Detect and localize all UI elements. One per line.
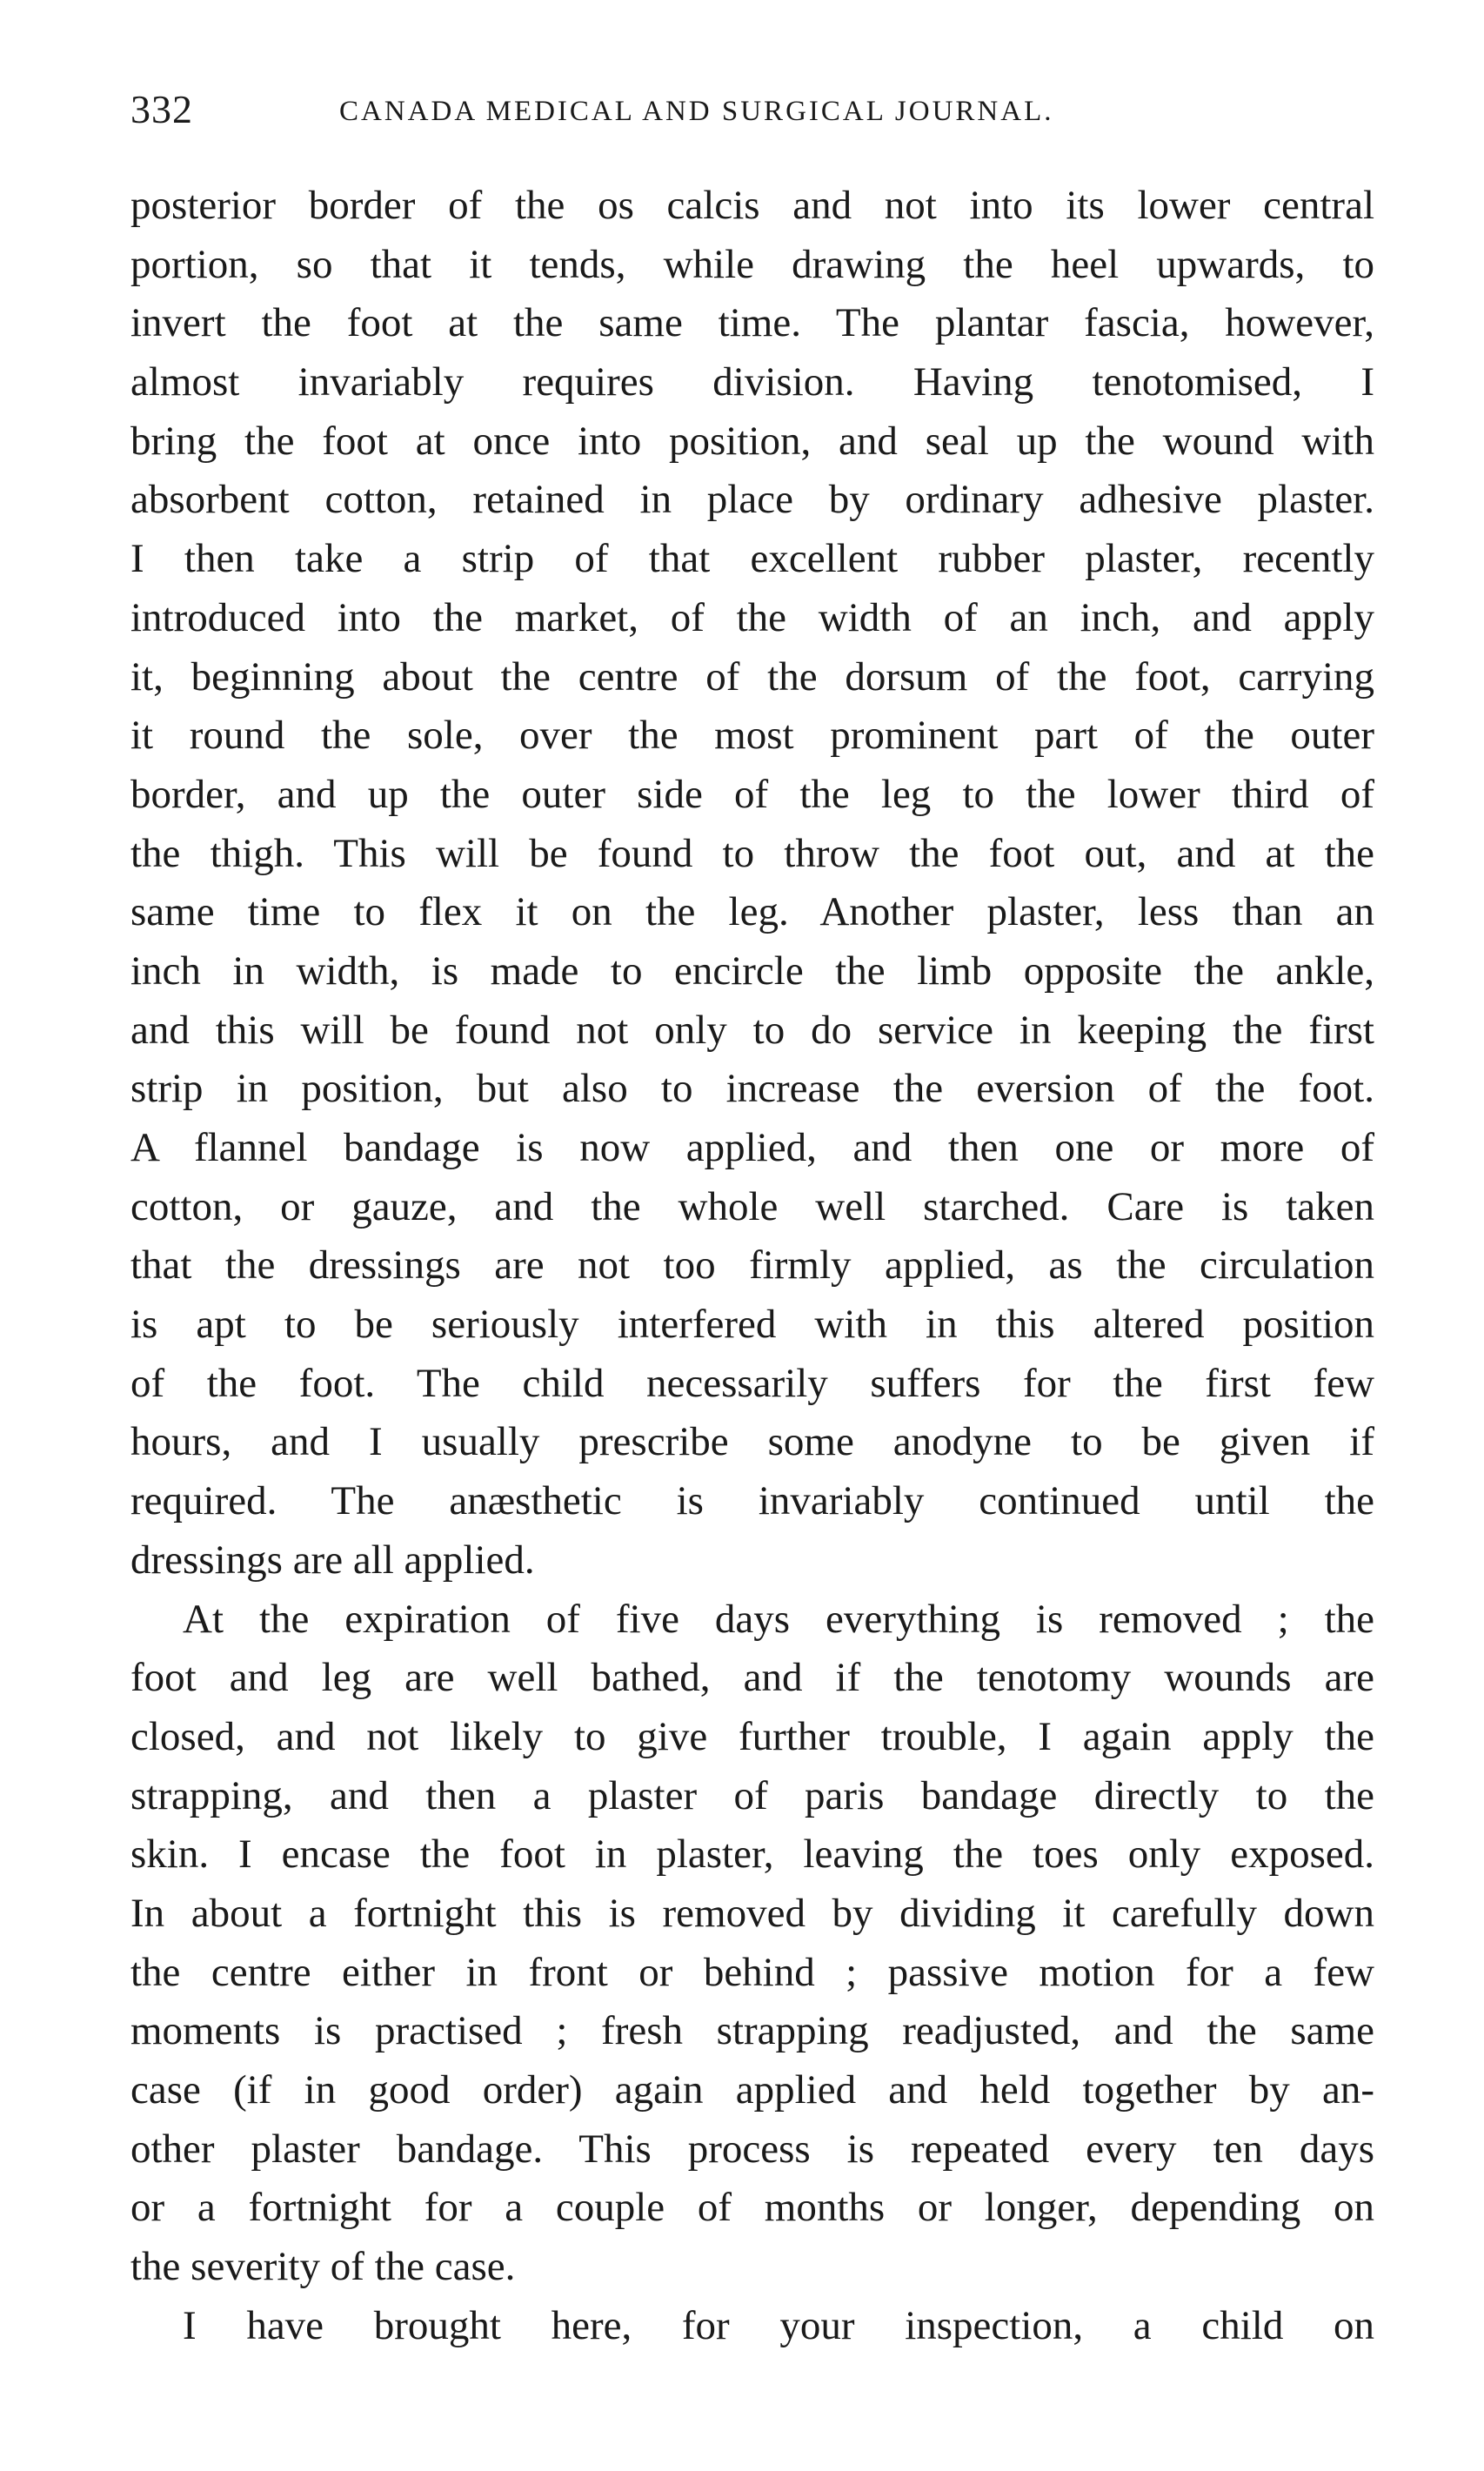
text-line: skin. I encase the foot in plaster, leaving the toes only exposed. <box>130 1831 1374 1878</box>
text-line: strip in position, but also to increase the eversion of the foot. <box>130 1066 1374 1112</box>
body-text <box>130 177 1374 2355</box>
text-line: the severity of the case. <box>130 2244 516 2290</box>
paragraph <box>130 177 1374 1590</box>
text-line: cotton, or gauze, and the whole well starched. Care is taken <box>130 1183 1374 1229</box>
text-line: A flannel bandage is now applied, and then one or more of <box>130 1125 1374 1170</box>
text-line: inch in width, is made to encircle the limb opposite the ankle, <box>130 948 1374 994</box>
text-line: portion, so that it tends, while drawing the heel upwards, to <box>130 241 1374 287</box>
text-line: introduced into the market, of the width of an inch, and apply <box>130 594 1374 640</box>
text-line: closed, and not likely to give further trouble, I again apply the <box>130 1713 1374 1759</box>
paragraph <box>130 2297 1374 2356</box>
text-line: posterior border of the os calcis and not into its lower central <box>130 183 1374 228</box>
page-number: 332 <box>130 87 193 131</box>
text-line: that the dressings are not too firmly applied, as the circulation <box>130 1242 1374 1289</box>
text-line: moments is practised ; fresh strapping readjusted, and the same <box>130 2008 1374 2054</box>
text-line: hours, and I usually prescribe some anodyne to be given if <box>130 1419 1374 1465</box>
text-line: bring the foot at once into position, and seal up the wound with <box>130 418 1374 464</box>
text-line: or a fortnight for a couple of months or longer, depending on <box>130 2185 1374 2231</box>
text-line: case (if in good order) again applied and held together by an- <box>130 2067 1374 2113</box>
text-line: In about a fortnight this is removed by dividing it carefully down <box>130 1890 1374 1936</box>
text-line: the thigh. This will be found to throw the foot out, and at the <box>130 830 1374 876</box>
text-line: other plaster bandage. This process is repeated every ten days <box>130 2126 1374 2172</box>
text-line: strapping, and then a plaster of paris bandage directly to the <box>130 1772 1374 1818</box>
text-line: the centre either in front or behind ; passive motion for a few <box>130 1949 1374 1995</box>
text-line: and this will be found not only to do service in keeping the first <box>130 1007 1374 1053</box>
paragraph <box>130 1590 1374 2297</box>
page-header <box>130 84 1374 144</box>
text-line: of the foot. The child necessarily suffers for the first few <box>130 1360 1374 1406</box>
text-line: is apt to be seriously interfered with in this altered position <box>130 1302 1374 1348</box>
text-line: required. The anæsthetic is invariably continued until the <box>130 1478 1374 1524</box>
text-line: invert the foot at the same time. The plantar fascia, however, <box>130 300 1374 346</box>
text-line: I then take a strip of that excellent rubber plaster, recently <box>130 536 1374 582</box>
text-line: I have brought here, for your inspection, a child on <box>183 2302 1374 2348</box>
text-line: it round the sole, over the most prominent part of the outer <box>130 713 1374 759</box>
text-line: same time to flex it on the leg. Another plaster, less than an <box>130 889 1374 935</box>
text-line: dressings are all applied. <box>130 1537 535 1583</box>
text-line: At the expiration of five days everything is removed ; the <box>183 1596 1374 1642</box>
text-line: almost invariably requires division. Having tenotomised, I <box>130 359 1374 405</box>
text-line: border, and up the outer side of the leg to the lower third of <box>130 771 1374 817</box>
running-head: CANADA MEDICAL AND SURGICAL JOURNAL. <box>339 96 1054 127</box>
text-line: foot and leg are well bathed, and if the tenotomy wounds are <box>130 1655 1374 1701</box>
text-line: absorbent cotton, retained in place by ordinary adhesive plaster. <box>130 477 1374 523</box>
text-line: it, beginning about the centre of the dorsum of the foot, carrying <box>130 653 1374 700</box>
